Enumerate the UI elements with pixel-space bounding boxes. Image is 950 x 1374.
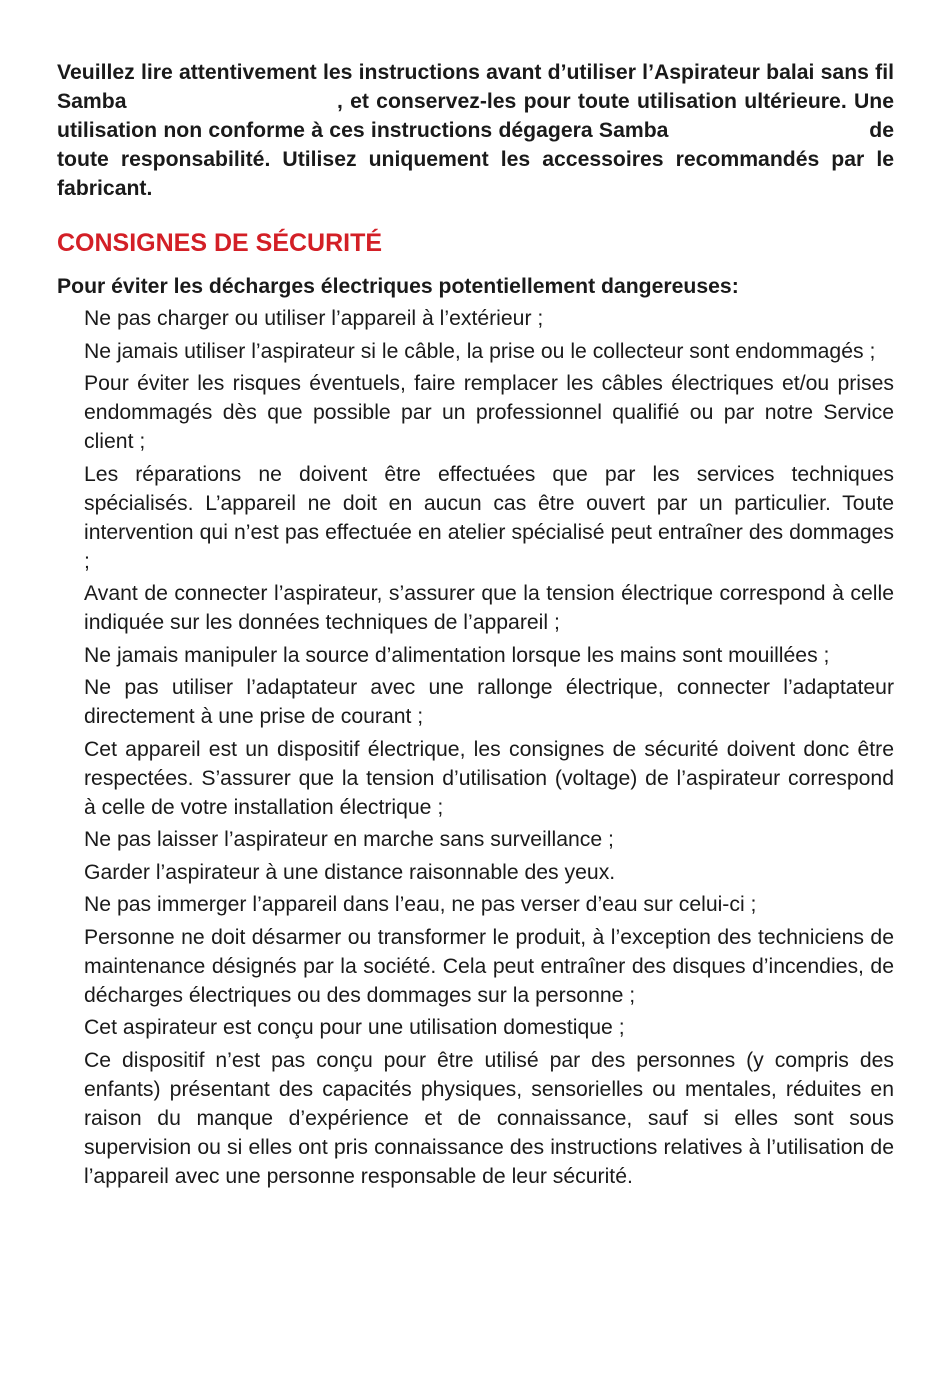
document-page	[57, 58, 894, 1194]
list-item: Avant de connecter l’aspirateur, s’assurer que la tension électrique correspond à celle indiquée sur les données techniques de l’appareil ;	[84, 582, 894, 634]
list-item: Garder l’aspirateur à une distance raisonnable des yeux.	[84, 860, 616, 884]
list-item: Pour éviter les risques éventuels, faire remplacer les câbles électriques et/ou prises endommagés dès que possible par un professionnel qualifié ou par notre Service client ;	[84, 372, 894, 453]
list-item: Personne ne doit désarmer ou transformer le produit, à l’exception des techniciens de maintenance désignés par la société. Cela peut entraîner des disques d’incendies, de décharges électriques ou des dommages sur la personne ;	[84, 925, 894, 1007]
list-item: Ne jamais manipuler la source d’alimentation lorsque les mains sont mouillées ;	[84, 643, 830, 667]
list-item: Ne pas immerger l’appareil dans l’eau, ne pas verser d’eau sur celui-ci ;	[84, 893, 757, 916]
section-subtitle: Pour éviter les décharges électriques potentiellement dangereuses:	[57, 275, 739, 298]
safety-list	[57, 304, 894, 1191]
list-item: Ce dispositif n’est pas conçu pour être utilisé par des personnes (y compris des enfants) présentant des capacités physiques, sensorielles ou mentales, réduites en raison du manque d’expérience et de connaissance, sauf si elles sont sous supervision ou si elles ont pris connaissance des instructions relatives à l’utilisation de l’appareil avec une personne responsable de leur sécurité.	[84, 1048, 894, 1188]
list-item: Cet appareil est un dispositif électrique, les consignes de sécurité doivent donc être respectées. S’assurer que la tension d’utilisation (voltage) de l’aspirateur correspond à celle de votre installation électrique ;	[84, 737, 894, 819]
list-item: Ne pas charger ou utiliser l’appareil à l’extérieur ;	[84, 307, 544, 330]
intro-paragraph: Veuillez lire attentivement les instructions avant d’utiliser l’Aspirateur balai sans fil Samba , et conservez-les pour toute utilisation ultérieure. Une utilisation non conforme à ces instructions dégagera Samba de toute responsabilité. Utilisez uniquement les accessoires recommandés par le fabricant.	[57, 61, 894, 200]
list-item: Ne pas laisser l’aspirateur en marche sans surveillance ;	[84, 828, 614, 851]
section-title: CONSIGNES DE SÉCURITÉ	[57, 229, 383, 257]
list-item: Ne jamais utiliser l’aspirateur si le câble, la prise ou le collecteur sont endommagés ;	[84, 339, 876, 363]
list-item: Les réparations ne doivent être effectuées que par les services techniques spécialisés. L’appareil ne doit en aucun cas être ouvert par un particulier. Toute intervention qui n’est pas effectuée en atelier spécialisé peut entraîner des dommages ;	[84, 462, 894, 573]
list-item: Cet aspirateur est conçu pour une utilisation domestique ;	[84, 1016, 625, 1039]
list-item: Ne pas utiliser l’adaptateur avec une rallonge électrique, connecter l’adaptateur directement à une prise de courant ;	[84, 676, 894, 728]
